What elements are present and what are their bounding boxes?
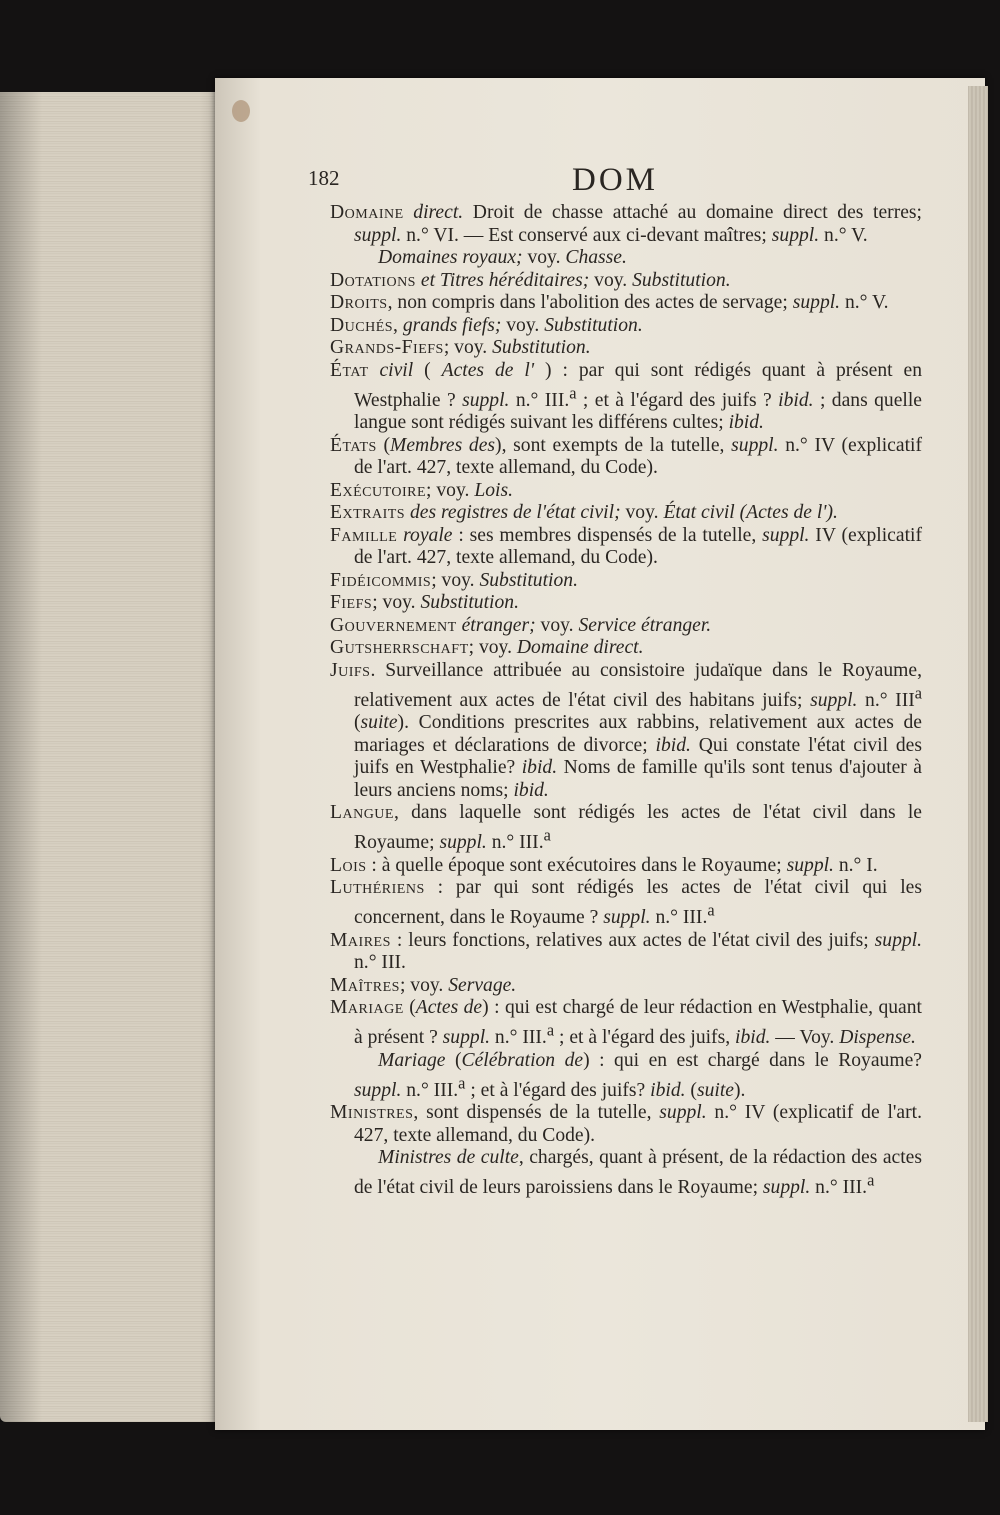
index-entry [330, 615, 922, 638]
entry-keyword: Luthériens [330, 877, 425, 899]
entry-text: Mariage (Célébration de) : qui en est chargé dans le Royaume? suppl. n.° III.$^a$ ; et à l'égard des juifs? ibid. (suite). [354, 1049, 922, 1101]
entry-text: : leurs fonctions, relatives aux actes de l'état civil des juifs; suppl. n.° III. [354, 929, 922, 974]
entry-keyword: Droits [330, 292, 388, 313]
entry-text: Domaines royaux; voy. Chasse. [378, 247, 627, 268]
entry-text: : par qui sont rédigés les actes de l'état civil qui les concernent, dans le Royaume ? suppl. n.° III.$^a$ [354, 877, 922, 929]
entry-text: civil ( Actes de l' ) : par qui sont rédigés quant à présent en Westphalie ? suppl. n.° III.$^a$ ; et à l'égard des juifs ? ibid. ; dans quelle langue sont rédigés suivant les différens cultes; ibid. [354, 359, 922, 434]
index-entry [330, 660, 922, 803]
index-entry [330, 1147, 922, 1200]
entry-text: et Titres héréditaires; voy. Substitution. [420, 269, 731, 291]
index-entry [330, 855, 922, 878]
entry-text: , sont dispensés de la tutelle, suppl. n.° IV (explicatif de l'art. 427, texte allemand, du Code). [354, 1102, 922, 1146]
index-entry [330, 1050, 922, 1103]
index-entry [330, 637, 922, 660]
entry-keyword: Fiefs [330, 592, 373, 614]
entry-text: , non compris dans l'abolition des actes de servage; suppl. n.° V. [387, 292, 889, 313]
entry-keyword: Juifs [330, 659, 371, 681]
entry-text: ; voy. Substitution. [431, 569, 578, 591]
entry-text: ; voy. Substitution. [372, 592, 519, 614]
entry-keyword: Fidéicommis [330, 569, 432, 591]
entry-text: royale : ses membres dispensés de la tutelle, suppl. IV (explicatif de l'art. 427, texte allemand, du Code). [354, 524, 922, 569]
entry-text: . Surveillance attribuée au consistoire judaïque dans le Royaume, relativement aux actes de l'état civil des habitans juifs; suppl. n.° III$^a$ (suite). Conditions prescrites aux rabbins, relativement aux actes de mariages et déclarations de divorce; ibid. Qui constate l'état civil des juifs en Westphalie? ibid. Noms de famille qu'ils sont tenus d'ajouter à leurs anciens noms; ibid. [354, 659, 922, 801]
entry-keyword: Maîtres [330, 974, 400, 996]
index-entry [330, 930, 922, 975]
index-entries [330, 202, 922, 1200]
index-entry [330, 802, 922, 855]
entry-text: ; voy. Domaine direct. [468, 637, 644, 659]
entry-text: ; voy. Lois. [426, 479, 513, 501]
index-entry [330, 877, 922, 930]
entry-keyword: Famille [330, 524, 398, 546]
running-head: DOM [572, 162, 659, 198]
index-entry [330, 480, 922, 503]
entry-keyword: Maires [330, 929, 391, 951]
entry-text: Ministres de culte, chargés, quant à présent, de la rédaction des actes de l'état civil de leurs paroissiens dans le Royaume; suppl. n.° III.$^a$ [354, 1147, 922, 1199]
entry-text: , dans laquelle sont rédigés les actes de l'état civil dans le Royaume; suppl. n.° III.$^a$ [354, 802, 922, 854]
ink-blot [232, 100, 250, 122]
index-entry [330, 592, 922, 615]
entry-text: ; voy. Substitution. [443, 337, 591, 358]
index-entry [330, 315, 922, 338]
entry-keyword: État [330, 359, 369, 381]
index-entry [330, 570, 922, 593]
index-entry [330, 525, 922, 570]
entry-text: ; voy. Servage. [399, 974, 517, 996]
index-entry [330, 360, 922, 435]
index-entry [330, 337, 922, 360]
entry-keyword: Gutsherrschaft [330, 637, 469, 659]
entry-text: des registres de l'état civil; voy. État civil (Actes de l'). [410, 502, 838, 524]
index-entry [330, 247, 922, 270]
entry-keyword: États [330, 434, 377, 456]
entry-keyword: Extraits [330, 502, 406, 524]
entry-keyword: Mariage [330, 997, 404, 1019]
entry-keyword: Duchés [330, 314, 394, 336]
index-entry [330, 202, 922, 247]
index-entry [330, 502, 922, 525]
page-number: 182 [308, 166, 340, 190]
index-entry [330, 270, 922, 293]
page-text-area [308, 162, 922, 1200]
index-entry [330, 1102, 922, 1147]
entry-text: (Actes de) : qui est chargé de leur rédaction en Westphalie, quant à présent ? suppl. n.° III.$^a$ ; et à l'égard des juifs, ibid. — Voy. Dispense. [354, 997, 922, 1049]
entry-text: étranger; voy. Service étranger. [461, 614, 712, 636]
index-entry [330, 975, 922, 998]
entry-text: , grands fiefs; voy. Substitution. [393, 314, 643, 336]
entry-text: : à quelle époque sont exécutoires dans le Royaume; suppl. n.° I. [366, 854, 878, 876]
page-header [310, 162, 922, 202]
index-entry [330, 997, 922, 1050]
entry-keyword: Dotations [330, 269, 416, 291]
book-right-edge [968, 86, 988, 1422]
entry-keyword: Grands-Fiefs [330, 337, 444, 358]
index-entry [330, 292, 922, 315]
entry-keyword: Langue [330, 802, 394, 824]
entry-keyword: Lois [330, 854, 367, 876]
index-entry [330, 435, 922, 480]
book-edge-shadow [0, 92, 235, 1422]
entry-text: direct. Droit de chasse attaché au domaine direct des terres; suppl. n.° VI. — Est conservé aux ci-devant maîtres; suppl. n.° V. [354, 202, 922, 246]
entry-text: (Membres des), sont exempts de la tutelle, suppl. n.° IV (explicatif de l'art. 427, texte allemand, du Code). [354, 434, 922, 479]
entry-keyword: Ministres [330, 1102, 414, 1124]
entry-keyword: Exécutoire [330, 479, 427, 501]
entry-keyword: Gouvernement [330, 614, 457, 636]
entry-keyword: Domaine [330, 202, 404, 223]
